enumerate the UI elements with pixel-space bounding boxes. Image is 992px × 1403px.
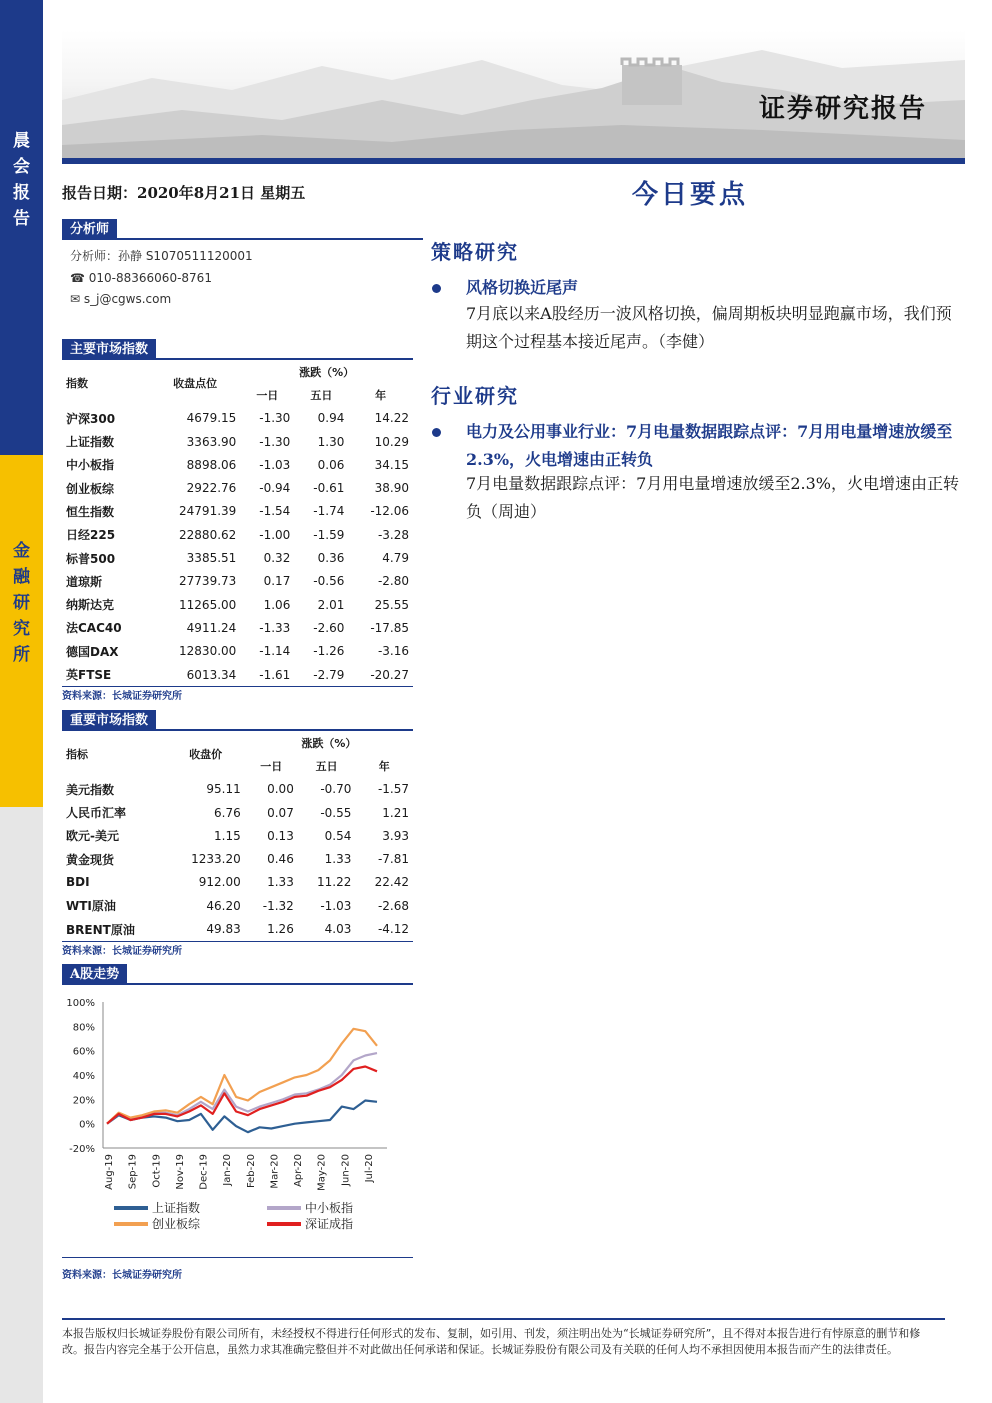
cell-y: -3.28 [377,527,409,542]
cell-close: 3363.90 [186,434,237,449]
cell-name: BDI [66,875,90,890]
industry-item-title: 电力及公用事业行业：7月电量数据跟踪点评：7月用电量增速放缓至2.3%，火电增速由正转负 [466,422,953,469]
cell-d5: -1.74 [313,504,345,519]
cell-d1: -1.61 [240,663,294,687]
table-row [62,871,413,894]
cell-close: 11265.00 [179,597,237,612]
col-1d-header: 一日 [240,383,294,406]
x-tick-label: Dec-19 [198,1154,210,1190]
cell-name: 标普500 [66,551,116,566]
cell-name: 中小板指 [66,458,115,473]
table-row [62,616,413,639]
col-year-header: 年 [355,754,413,777]
report-title: 证券研究报告 [758,94,927,124]
cell-close: 6.76 [214,805,241,820]
analyst-email[interactable] [70,292,171,306]
cell-close: 1.15 [214,828,241,843]
cell-d1: -1.03 [259,457,291,472]
cell-d5: 4.03 [298,917,356,941]
y-tick-label: 0% [79,1119,95,1131]
x-tick-label: Feb-20 [245,1154,257,1189]
envelope-icon: ✉ [70,292,84,306]
cell-d1: -1.33 [259,620,291,635]
cell-d1: -1.14 [259,644,291,659]
col-change-header: 涨跌（%） [245,731,413,754]
table-row [62,663,413,687]
cell-name: 沪深300 [66,411,116,426]
cell-close: 12830.00 [179,644,237,659]
x-tick-label: Mar-20 [269,1154,281,1189]
analyst-section-rule [62,238,423,240]
cell-y: 38.90 [374,481,409,496]
cell-name: 英FTSE [62,663,150,687]
y-tick-label: 100% [66,998,95,1009]
cell-d5: 0.54 [324,828,352,843]
cell-d5: -2.60 [313,620,345,635]
industry-item-body: 7月电量数据跟踪点评：7月用电量增速放缓至2.3%，火电增速由正转负（周迪） [466,474,960,521]
cell-close: 46.20 [206,898,241,913]
industry-heading: 行业研究 [431,384,519,408]
col-close-header: 收盘价 [166,731,244,778]
legend-label: 深证成指 [305,1217,354,1231]
cell-d1: 1.06 [263,597,291,612]
cell-d1: 0.32 [263,551,291,566]
x-tick-label: Jan-20 [222,1154,234,1186]
key-index-source: 资料来源：长城证券研究所 [62,946,182,957]
cell-name: 美元指数 [66,782,115,797]
col-name-header: 指标 [62,731,166,778]
x-tick-label: Apr-20 [293,1154,305,1187]
strategy-heading: 策略研究 [431,240,519,264]
col-5d-header: 五日 [294,383,348,406]
cell-d5: -0.61 [313,481,345,496]
cell-y: -12.06 [370,504,409,519]
cell-close: 4911.24 [186,620,237,635]
cell-name: 欧元-美元 [66,829,119,844]
analyst-name: 分析师：孙静 S1070511120001 [70,249,253,263]
table-row [62,476,413,499]
key-index-section-tab: 重要市场指数 [62,710,156,731]
x-tick-label: Aug-19 [104,1154,115,1190]
cell-d5: -2.79 [294,663,348,687]
table-header-row [62,731,413,754]
table-row [62,824,413,847]
sidebar [0,0,43,1403]
cell-y: 22.42 [374,875,409,890]
legend-label: 创业板综 [152,1217,201,1231]
cell-y: -3.16 [377,644,409,659]
cell-d5: -1.26 [313,644,345,659]
table-row [62,847,413,870]
table-row [62,430,413,453]
report-date: 报告日期：2020年8月21日 星期五 [62,184,306,202]
cell-close: 6013.34 [150,663,240,687]
cell-close: 95.11 [206,782,241,797]
strategy-item-body: 7月底以来A股经历一波风格切换，偏周期板块明显跑赢市场，我们预期这个过程基本接近尾声。（李健） [466,304,952,351]
banner-rule [62,158,965,164]
cell-close: 49.83 [166,917,244,941]
col-close-header: 收盘点位 [150,360,240,407]
table-row [62,801,413,824]
cell-y: 14.22 [374,411,409,426]
header-banner [62,30,965,158]
a-share-chart [62,985,413,1258]
key-index-table [62,731,413,942]
analyst-phone-number: 010-88366060-8761 [88,271,212,285]
sidebar-top-label: 晨 会 报 告 [13,131,30,229]
main-index-table [62,360,413,687]
a-share-source: 资料来源：长城证券研究所 [62,1270,182,1281]
table-row [62,917,413,941]
cell-close: 8898.06 [186,457,237,472]
phone-icon: ☎ [70,271,89,285]
cell-y: -17.85 [370,620,409,635]
x-tick-label: Oct-19 [151,1154,163,1188]
cell-y: 34.15 [374,457,409,472]
main-index-source: 资料来源：长城证券研究所 [62,691,182,702]
x-tick-label: Sep-19 [127,1154,139,1190]
table-row [62,593,413,616]
table-row [62,894,413,917]
table-row [62,453,413,476]
x-tick-label: May-20 [316,1154,328,1191]
cell-name: 黄金现货 [66,852,115,867]
cell-d5: -0.56 [313,574,345,589]
table-row [62,407,413,430]
cell-d5: 2.01 [317,597,345,612]
col-year-header: 年 [348,383,413,406]
x-tick-label: Jun-20 [340,1154,352,1186]
cell-d1: 1.33 [267,875,294,890]
table-row [62,500,413,523]
today-highlights-title: 今日要点 [632,180,749,210]
cell-y: -2.80 [377,574,409,589]
cell-name: 德国DAX [66,644,119,659]
bullet-icon [432,284,441,293]
y-tick-label: 80% [72,1022,95,1034]
cell-d5: 1.30 [317,434,345,449]
cell-close: 24791.39 [179,504,237,519]
main-index-section-tab: 主要市场指数 [62,339,156,360]
x-tick-label: Jul-20 [364,1154,375,1183]
cell-d1: 0.07 [267,805,294,820]
cell-name: 道琼斯 [66,574,103,589]
cell-y: -4.12 [355,917,413,941]
cell-close: 2922.76 [186,481,237,496]
legend-label: 中小板指 [305,1201,354,1215]
cell-d1: -0.94 [259,481,291,496]
cell-close: 22880.62 [179,527,237,542]
y-tick-label: -20% [69,1144,95,1155]
cell-y: -20.27 [348,663,413,687]
col-change-header: 涨跌（%） [240,360,413,383]
table-row [62,778,413,801]
table-row [62,523,413,546]
table-header-row [62,360,413,383]
cell-name: BRENT原油 [62,917,166,941]
cell-y: -7.81 [377,852,409,867]
y-tick-label: 60% [72,1046,95,1058]
cell-d5: 0.36 [317,551,345,566]
y-tick-label: 20% [72,1095,95,1107]
table-row [62,570,413,593]
cell-name: 上证指数 [66,435,115,450]
analyst-phone [70,271,212,285]
cell-y: 3.93 [382,828,409,843]
cell-name: 纳斯达克 [66,598,115,613]
cell-name: 恒生指数 [66,504,115,519]
cell-d5: 0.06 [317,457,345,472]
footer-rule [62,1318,945,1320]
cell-y: -1.57 [377,782,409,797]
analyst-email-address[interactable]: s_j@cgws.com [83,292,172,306]
cell-d1: -1.54 [259,504,291,519]
cell-d1: 0.46 [267,852,294,867]
legend-label: 上证指数 [152,1201,201,1215]
a-share-section-tab: A股走势 [62,964,127,985]
cell-d1: -1.00 [259,527,291,542]
bullet-icon [432,428,441,437]
cell-d1: 0.17 [263,574,291,589]
cell-y: -2.68 [377,898,409,913]
cell-y: 25.55 [374,597,409,612]
y-tick-label: 40% [72,1071,95,1082]
footer-disclaimer: 本报告版权归长城证券股份有限公司所有，未经授权不得进行任何形式的发布、复制，如引用、刊发，须注明出处为“长城证券研究所”，且不得对本报告进行有悖原意的删节和修改。报告内容完全基于公开信息，虽然力求其准确完整但并不对此做出任何承诺和保证。长城证券股份有限公司及有关联的任何人均不承担因使用本报告而产生的法律责任。 [62,1327,921,1356]
cell-close: 3385.51 [186,551,237,566]
a-share-line-chart [62,985,413,1257]
cell-d5: -1.03 [320,898,352,913]
cell-d1: -1.30 [259,434,291,449]
table-row [62,546,413,569]
cell-d1: -1.32 [262,898,294,913]
cell-y: 1.21 [382,805,409,820]
table-row [62,640,413,663]
cell-name: WTI原油 [66,899,116,914]
col-5d-header: 五日 [298,754,356,777]
cell-d1: -1.30 [259,411,291,426]
cell-d5: 1.33 [324,852,352,867]
col-1d-header: 一日 [245,754,298,777]
cell-name: 人民币汇率 [66,806,127,821]
cell-d5: 11.22 [317,875,352,890]
series-line [107,1067,377,1124]
cell-d1: 0.00 [267,782,294,797]
strategy-item-title: 风格切换近尾声 [466,278,579,297]
cell-d5: -0.70 [320,782,352,797]
cell-close: 4679.15 [186,411,237,426]
cell-name: 法CAC40 [66,621,122,636]
cell-name: 创业板综 [66,481,115,496]
cell-d5: -0.55 [320,805,352,820]
cell-d5: -1.59 [313,527,345,542]
x-tick-label: Nov-19 [174,1154,186,1190]
cell-close: 912.00 [198,875,241,890]
cell-y: 10.29 [374,434,409,449]
col-name-header: 指数 [62,360,150,407]
cell-d1: 0.13 [267,828,294,843]
cell-d5: 0.94 [317,411,345,426]
analyst-section-tab: 分析师 [62,219,117,240]
sidebar-mid-label: 金 融 研 究 所 [13,541,30,665]
cell-y: 4.79 [382,551,409,566]
cell-close: 1233.20 [191,852,241,867]
cell-d1: 1.26 [245,917,298,941]
cell-name: 日经225 [66,528,116,543]
cell-close: 27739.73 [179,574,237,589]
